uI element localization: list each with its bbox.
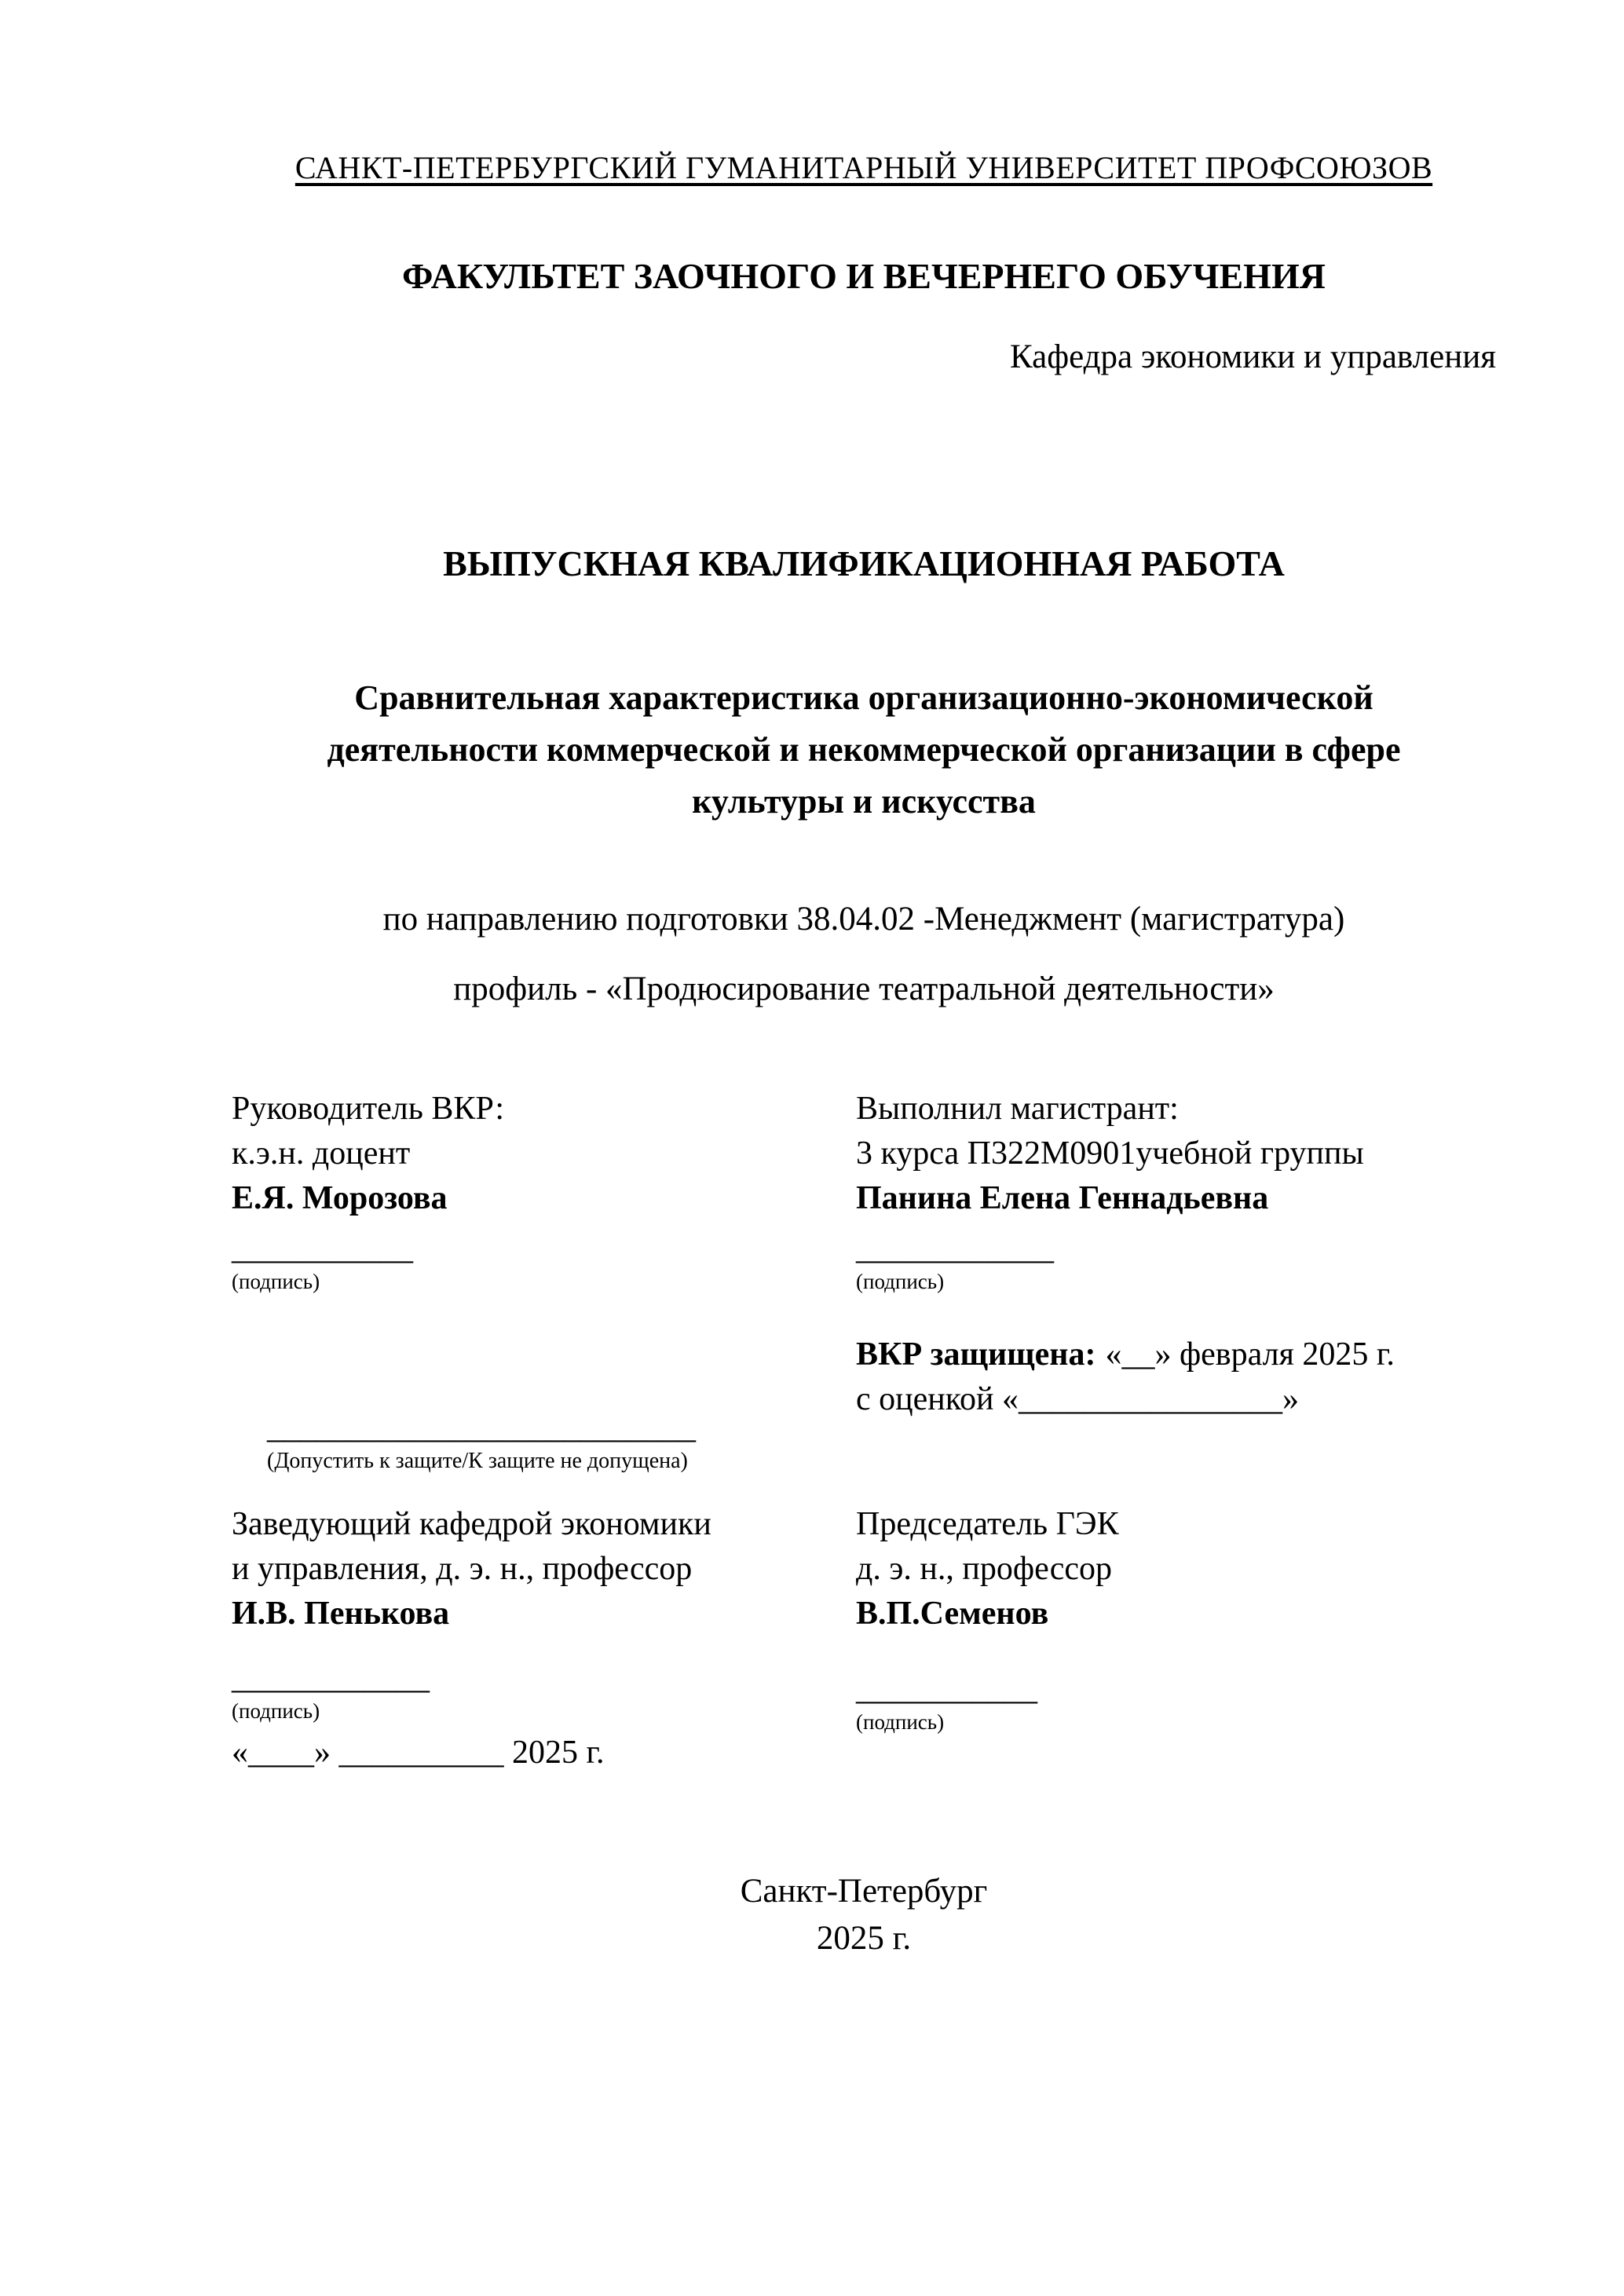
head-of-department-block (232, 1502, 856, 1775)
supervisor-block (232, 1087, 856, 1295)
faculty-name: ФАКУЛЬТЕТ ЗАОЧНОГО И ВЕЧЕРНЕГО ОБУЧЕНИЯ (402, 256, 1326, 296)
thesis-title (232, 672, 1496, 828)
defense-label: ВКР защищена: (856, 1336, 1096, 1373)
head-of-department-signature-line: ____________ (232, 1660, 430, 1696)
student-signature-line: ____________ (856, 1230, 1054, 1267)
supervisor-name: Е.Я. Морозова (232, 1180, 448, 1216)
gec-chair-block (856, 1502, 1496, 1735)
head-of-department-line-1: Заведующий кафедрой экономики (232, 1506, 711, 1542)
student-label: Выполнил магистрант: (856, 1091, 1179, 1127)
admission-block (232, 1333, 856, 1475)
footer-year: 2025 г. (816, 1920, 912, 1957)
admission-inner (232, 1408, 856, 1475)
gec-chair-line-2: д. э. н., профессор (856, 1551, 1113, 1587)
signatures-row-2 (232, 1333, 1496, 1475)
defense-date-line (856, 1333, 1496, 1377)
head-of-department-date-line: «____» __________ 2025 г. (232, 1735, 605, 1771)
head-of-department-line-2: и управления, д. э. н., профессор (232, 1551, 693, 1587)
study-direction: по направлению подготовки 38.04.02 -Менеджмент (магистратура) (382, 901, 1345, 938)
gec-chair-name: В.П.Семенов (856, 1596, 1049, 1632)
work-type-heading: ВЫПУСКНАЯ КВАЛИФИКАЦИОННАЯ РАБОТА (443, 543, 1285, 583)
supervisor-degree: к.э.н. доцент (232, 1135, 411, 1172)
study-profile: профиль - «Продюсирование театральной деятельности» (453, 971, 1275, 1007)
head-of-department-name: И.В. Пенькова (232, 1596, 450, 1632)
supervisor-signature-caption: (подпись) (232, 1270, 320, 1293)
university-name: САНКТ-ПЕТЕРБУРГСКИЙ ГУМАНИТАРНЫЙ УНИВЕРСИТЕТ ПРОФСОЮЗОВ (294, 150, 1433, 185)
defense-block (856, 1333, 1496, 1422)
admission-line: __________________________ (267, 1409, 696, 1446)
department-name: Кафедра экономики и управления (1010, 338, 1496, 375)
signatures-row-1 (232, 1087, 1496, 1295)
student-group: 3 курса П322М0901учебной группы (856, 1135, 1364, 1172)
footer-block (232, 1868, 1496, 1962)
thesis-title-line-3: культуры и искусства (692, 782, 1036, 821)
supervisor-signature-line: ___________ (232, 1230, 413, 1267)
gec-chair-signature-line: ___________ (856, 1671, 1037, 1707)
thesis-title-line-2: деятельности коммерческой и некоммерческой организации в сфере (327, 730, 1401, 769)
defense-date-text: «__» февраля 2025 г. (1105, 1336, 1395, 1373)
student-block (856, 1087, 1496, 1295)
student-name: Панина Елена Геннадьевна (856, 1180, 1269, 1216)
student-signature-caption: (подпись) (856, 1270, 945, 1293)
admission-caption: (Допустить к защите/К защите не допущена) (267, 1449, 688, 1473)
signatures-row-3 (232, 1502, 1496, 1775)
supervisor-role: Руководитель ВКР: (232, 1091, 505, 1127)
gec-chair-signature-caption: (подпись) (856, 1710, 945, 1734)
thesis-title-line-1: Сравнительная характеристика организационно-экономической (354, 678, 1373, 717)
gec-chair-line-1: Председатель ГЭК (856, 1506, 1119, 1542)
defense-grade-line: с оценкой «________________» (856, 1381, 1299, 1417)
footer-city: Санкт-Петербург (740, 1873, 988, 1910)
head-of-department-signature-caption: (подпись) (232, 1699, 320, 1723)
